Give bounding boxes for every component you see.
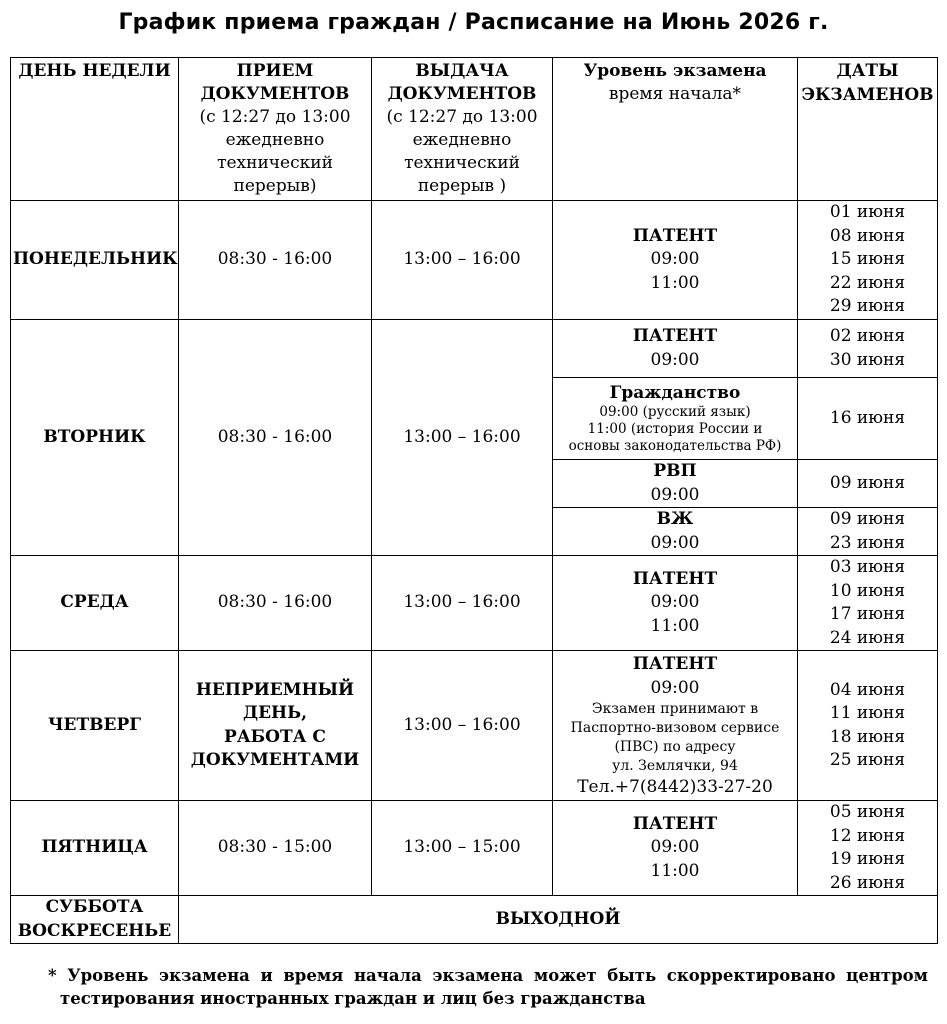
exam-date: 09 июня xyxy=(829,509,906,529)
day-monday: ПОНЕДЕЛЬНИК xyxy=(11,201,179,320)
exam-level: ВЖ xyxy=(656,509,694,529)
exam-date: 18 июня xyxy=(829,726,906,747)
exam-date: 05 июня xyxy=(829,802,906,822)
exam-time: 11:00 xyxy=(650,272,700,293)
exam-date: 23 июня xyxy=(829,532,906,553)
header-exam-note: время начала* xyxy=(608,84,742,104)
header-issue-title: ВЫДАЧА ДОКУМЕНТОВ xyxy=(387,61,537,104)
header-intake xyxy=(179,58,372,201)
exam-time: 09:00 xyxy=(650,592,700,613)
exam-time: 09:00 xyxy=(650,532,700,553)
dates-tuesday-rvp xyxy=(798,460,938,508)
issue-friday: 13:00 – 15:00 xyxy=(372,801,553,896)
page-title: График приема граждан / Расписание на Июнь 2026 г. xyxy=(118,10,829,35)
exam-date: 10 июня xyxy=(829,580,906,601)
exam-date: 01 июня xyxy=(829,202,906,223)
dates-tuesday-citizenship xyxy=(798,378,938,460)
header-issue xyxy=(372,58,553,201)
issue-wednesday: 13:00 – 16:00 xyxy=(372,556,553,651)
exam-date: 16 июня xyxy=(829,407,906,428)
row-wednesday xyxy=(11,556,938,651)
exam-note: 11:00 (история России и xyxy=(587,420,763,437)
exam-level: ПАТЕНТ xyxy=(632,654,718,674)
exam-note: 09:00 (русский язык) xyxy=(599,403,751,420)
weekend-label: ВЫХОДНОЙ xyxy=(179,896,938,944)
exam-level: ПАТЕНТ xyxy=(632,326,718,346)
exam-note: Паспортно-визовом сервисе xyxy=(570,720,780,736)
exam-date: 08 июня xyxy=(829,225,906,246)
exam-level: Гражданство xyxy=(609,382,741,403)
exam-date: 02 июня xyxy=(829,326,906,346)
footnote-line-2: тестирования иностранных граждан и лиц без гражданства xyxy=(60,989,646,1008)
issue-thursday: 13:00 – 16:00 xyxy=(372,651,553,801)
header-intake-note: (с 12:27 до 13:00 ежедневно технический перерыв) xyxy=(199,107,351,196)
header-exam xyxy=(553,58,798,201)
exam-time: 11:00 xyxy=(650,860,700,881)
exam-thursday xyxy=(553,651,798,801)
exam-tuesday-vzh xyxy=(553,508,798,556)
exam-date: 29 июня xyxy=(829,296,906,317)
day-thursday: ЧЕТВЕРГ xyxy=(11,651,179,801)
exam-time: 09:00 xyxy=(650,677,700,698)
exam-tuesday-citizenship xyxy=(553,378,798,460)
dates-monday xyxy=(798,201,938,320)
day-tuesday: ВТОРНИК xyxy=(11,320,179,556)
exam-date: 09 июня xyxy=(829,472,906,493)
day-weekend xyxy=(11,896,179,944)
exam-date: 24 июня xyxy=(829,627,906,648)
header-row xyxy=(11,58,938,201)
issue-tuesday: 13:00 – 16:00 xyxy=(372,320,553,556)
exam-note: Экзамен принимают в xyxy=(591,701,759,717)
intake-friday: 08:30 - 15:00 xyxy=(179,801,372,896)
exam-date: 22 июня xyxy=(829,272,906,293)
header-day-label: ДЕНЬ НЕДЕЛИ xyxy=(18,61,171,81)
issue-monday: 13:00 – 16:00 xyxy=(372,201,553,320)
exam-date: 26 июня xyxy=(829,872,906,893)
exam-level: ПАТЕНТ xyxy=(632,813,718,834)
row-friday xyxy=(11,801,938,896)
exam-friday xyxy=(553,801,798,896)
exam-date: 15 июня xyxy=(829,249,906,270)
exam-time: 09:00 xyxy=(650,484,700,505)
row-weekend xyxy=(11,896,938,944)
exam-level: РВП xyxy=(653,461,697,481)
day-friday: ПЯТНИЦА xyxy=(11,801,179,896)
exam-date: 12 июня xyxy=(829,825,906,846)
row-monday xyxy=(11,201,938,320)
exam-date: 25 июня xyxy=(829,750,906,770)
footnote xyxy=(48,964,928,1010)
day-saturday: СУББОТА xyxy=(45,897,144,917)
exam-date: 04 июня xyxy=(829,679,906,700)
exam-time: 09:00 xyxy=(650,249,700,270)
dates-tuesday-patent xyxy=(798,320,938,378)
phone-number: Тел.+7(8442)33-27-20 xyxy=(577,777,773,797)
exam-date: 03 июня xyxy=(829,557,906,577)
intake-note: ДЕНЬ, xyxy=(242,703,308,723)
schedule-table xyxy=(10,57,938,944)
exam-wednesday xyxy=(553,556,798,651)
exam-note: основы законодательства РФ) xyxy=(568,437,782,454)
row-tuesday xyxy=(11,320,938,378)
dates-tuesday-vzh xyxy=(798,508,938,556)
header-dates xyxy=(798,58,938,201)
dates-friday xyxy=(798,801,938,896)
footnote-line-1: * Уровень экзамена и время начала экзамена может быть скорректировано центром xyxy=(48,966,928,985)
exam-level: ПАТЕНТ xyxy=(632,568,718,589)
exam-note: ул. Землячки, 94 xyxy=(612,758,738,774)
intake-monday: 08:30 - 16:00 xyxy=(179,201,372,320)
row-thursday xyxy=(11,651,938,801)
intake-tuesday: 08:30 - 16:00 xyxy=(179,320,372,556)
exam-monday xyxy=(553,201,798,320)
intake-note: ДОКУМЕНТАМИ xyxy=(190,750,360,770)
exam-tuesday-rvp xyxy=(553,460,798,508)
header-intake-title: ПРИЕМ ДОКУМЕНТОВ xyxy=(200,61,350,104)
day-wednesday: СРЕДА xyxy=(11,556,179,651)
header-dates-title: ДАТЫ ЭКЗАМЕНОВ xyxy=(801,61,934,105)
exam-date: 19 июня xyxy=(829,849,906,869)
exam-date: 11 июня xyxy=(829,703,906,723)
exam-time: 09:00 xyxy=(650,837,700,858)
intake-note: НЕПРИЕМНЫЙ xyxy=(195,679,355,700)
day-sunday: ВОСКРЕСЕНЬЕ xyxy=(17,920,172,941)
intake-wednesday: 08:30 - 16:00 xyxy=(179,556,372,651)
exam-date: 30 июня xyxy=(829,349,906,370)
exam-tuesday-patent xyxy=(553,320,798,378)
header-exam-title: Уровень экзамена xyxy=(583,61,767,81)
intake-thursday xyxy=(179,651,372,801)
exam-time: 11:00 xyxy=(650,615,700,636)
exam-date: 17 июня xyxy=(829,604,906,624)
exam-level: ПАТЕНТ xyxy=(632,225,718,246)
dates-wednesday xyxy=(798,556,938,651)
header-issue-note: (с 12:27 до 13:00 ежедневно технический перерыв ) xyxy=(386,107,538,196)
exam-note: (ПВС) по адресу xyxy=(614,739,736,755)
header-day xyxy=(11,58,179,201)
intake-note: РАБОТА С xyxy=(224,726,326,747)
dates-thursday xyxy=(798,651,938,801)
exam-time: 09:00 xyxy=(650,349,700,370)
